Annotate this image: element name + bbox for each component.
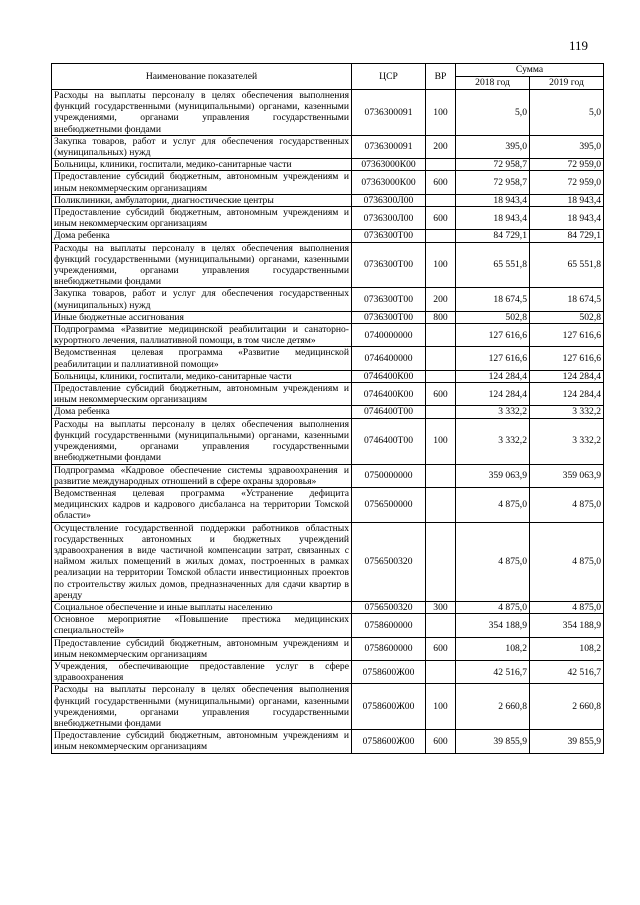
row-2019-cell: 127 616,6 (530, 324, 604, 347)
row-vr-cell (426, 406, 456, 418)
row-vr-cell: 300 (426, 601, 456, 613)
row-csr-cell: 0736300091 (352, 90, 426, 136)
table-body (52, 90, 604, 754)
row-csr-cell: 0758600Ж00 (352, 660, 426, 683)
row-vr-cell (426, 347, 456, 370)
table-row (52, 637, 604, 660)
table-row (52, 171, 604, 194)
row-2019-cell: 395,0 (530, 135, 604, 158)
header-sum: Сумма (456, 64, 604, 77)
row-2019-cell: 354 188,9 (530, 614, 604, 637)
table-row (52, 614, 604, 637)
row-vr-cell: 600 (426, 383, 456, 406)
row-csr-cell: 0736300Т00 (352, 230, 426, 242)
row-2019-cell: 4 875,0 (530, 522, 604, 601)
row-2018-cell: 18 943,4 (456, 194, 530, 206)
page-number: 119 (568, 38, 588, 53)
row-2018-cell: 4 875,0 (456, 601, 530, 613)
table-row (52, 522, 604, 601)
row-vr-cell: 200 (426, 288, 456, 311)
row-2018-cell: 127 616,6 (456, 347, 530, 370)
row-2019-cell: 3 332,2 (530, 406, 604, 418)
row-csr-cell: 07363000К00 (352, 171, 426, 194)
row-2019-cell: 72 959,0 (530, 171, 604, 194)
row-2018-cell: 4 875,0 (456, 487, 530, 522)
table-row (52, 135, 604, 158)
table-row (52, 242, 604, 288)
row-name-cell: Больницы, клиники, госпитали, медико-санитарные части (52, 159, 352, 171)
row-2019-cell: 5,0 (530, 90, 604, 136)
row-csr-cell: 0756500320 (352, 601, 426, 613)
row-2018-cell: 124 284,4 (456, 383, 530, 406)
row-2018-cell: 39 855,9 (456, 730, 530, 753)
table-row (52, 730, 604, 753)
row-2019-cell: 4 875,0 (530, 487, 604, 522)
row-csr-cell: 0758600Ж00 (352, 684, 426, 730)
row-2019-cell: 18 674,5 (530, 288, 604, 311)
row-name-cell: Расходы на выплаты персоналу в целях обеспечения выполнения функций государственными (муниципальными) органами, казенными учреждениями, органами управления государственными внебюджетными фондами (52, 90, 352, 136)
row-csr-cell: 0736300Т00 (352, 288, 426, 311)
row-name-cell: Подпрограмма «Развитие медицинской реабилитации и санаторно-курортного лечения, паллиативной помощи, в том числе детям» (52, 324, 352, 347)
table-row (52, 406, 604, 418)
row-2019-cell: 502,8 (530, 311, 604, 323)
table-row (52, 311, 604, 323)
row-csr-cell: 0756500320 (352, 522, 426, 601)
table-row (52, 418, 604, 464)
row-csr-cell: 0756500000 (352, 487, 426, 522)
table-row (52, 230, 604, 242)
row-vr-cell: 100 (426, 418, 456, 464)
row-2018-cell: 18 943,4 (456, 207, 530, 230)
row-vr-cell: 600 (426, 730, 456, 753)
row-vr-cell (426, 614, 456, 637)
row-name-cell: Расходы на выплаты персоналу в целях обеспечения выполнения функций государственными (муниципальными) органами, казенными учреждениями, органами управления государственными внебюджетными фондами (52, 418, 352, 464)
table-row (52, 159, 604, 171)
row-2018-cell: 72 958,7 (456, 159, 530, 171)
table-row (52, 684, 604, 730)
row-name-cell: Предоставление субсидий бюджетным, автономным учреждениям и иным некоммерческим организациям (52, 383, 352, 406)
row-2018-cell: 72 958,7 (456, 171, 530, 194)
row-vr-cell (426, 370, 456, 382)
row-csr-cell: 0746400000 (352, 347, 426, 370)
header-year-2018: 2018 год (456, 77, 530, 90)
header-name: Наименование показателей (52, 64, 352, 90)
row-2019-cell: 359 063,9 (530, 464, 604, 487)
row-vr-cell: 100 (426, 242, 456, 288)
row-csr-cell: 0740000000 (352, 324, 426, 347)
row-2019-cell: 18 943,4 (530, 194, 604, 206)
row-name-cell: Поликлиники, амбулатории, диагностические центры (52, 194, 352, 206)
row-2018-cell: 3 332,2 (456, 406, 530, 418)
row-2018-cell: 42 516,7 (456, 660, 530, 683)
row-name-cell: Основное мероприятие «Повышение престижа медицинских специальностей» (52, 614, 352, 637)
row-2018-cell: 127 616,6 (456, 324, 530, 347)
table-row (52, 660, 604, 683)
table-row (52, 207, 604, 230)
row-2019-cell: 127 616,6 (530, 347, 604, 370)
row-name-cell: Учреждения, обеспечивающие предоставление услуг в сфере здравоохранения (52, 660, 352, 683)
row-vr-cell (426, 660, 456, 683)
header-csr: ЦСР (352, 64, 426, 90)
row-2018-cell: 124 284,4 (456, 370, 530, 382)
row-2018-cell: 108,2 (456, 637, 530, 660)
row-vr-cell: 200 (426, 135, 456, 158)
row-name-cell: Расходы на выплаты персоналу в целях обеспечения выполнения функций государственными (муниципальными) органами, казенными учреждениями, органами управления государственными внебюджетными фондами (52, 684, 352, 730)
header-vr: ВР (426, 64, 456, 90)
table-row (52, 347, 604, 370)
row-vr-cell: 600 (426, 207, 456, 230)
row-2018-cell: 65 551,8 (456, 242, 530, 288)
row-2019-cell: 84 729,1 (530, 230, 604, 242)
row-name-cell: Больницы, клиники, госпитали, медико-санитарные части (52, 370, 352, 382)
row-name-cell: Ведомственная целевая программа «Развитие медицинской реабилитации и паллиативной помощи» (52, 347, 352, 370)
row-name-cell: Дома ребенка (52, 230, 352, 242)
table-header (52, 64, 604, 90)
row-2018-cell: 18 674,5 (456, 288, 530, 311)
table-row (52, 370, 604, 382)
row-csr-cell: 0736300Л00 (352, 194, 426, 206)
row-name-cell: Предоставление субсидий бюджетным, автономным учреждениям и иным некоммерческим организациям (52, 637, 352, 660)
row-csr-cell: 0746400Т00 (352, 418, 426, 464)
row-2019-cell: 72 959,0 (530, 159, 604, 171)
row-name-cell: Ведомственная целевая программа «Устранение дефицита медицинских кадров и кадрового дисбаланса на территории Томской области» (52, 487, 352, 522)
row-name-cell: Иные бюджетные ассигнования (52, 311, 352, 323)
row-2018-cell: 502,8 (456, 311, 530, 323)
row-csr-cell: 0746400К00 (352, 370, 426, 382)
row-2019-cell: 39 855,9 (530, 730, 604, 753)
row-name-cell: Закупка товаров, работ и услуг для обеспечения государственных (муниципальных) нужд (52, 288, 352, 311)
row-csr-cell: 0736300Т00 (352, 311, 426, 323)
row-vr-cell (426, 194, 456, 206)
row-2019-cell: 18 943,4 (530, 207, 604, 230)
row-name-cell: Предоставление субсидий бюджетным, автономным учреждениям и иным некоммерческим организациям (52, 207, 352, 230)
row-2018-cell: 2 660,8 (456, 684, 530, 730)
row-vr-cell (426, 522, 456, 601)
row-2018-cell: 354 188,9 (456, 614, 530, 637)
header-year-2019: 2019 год (530, 77, 604, 90)
row-vr-cell: 100 (426, 90, 456, 136)
row-name-cell: Подпрограмма «Кадровое обеспечение системы здравоохранения и развитие международных отношений в сфере охраны здоровья» (52, 464, 352, 487)
row-vr-cell (426, 159, 456, 171)
row-2019-cell: 65 551,8 (530, 242, 604, 288)
table-row (52, 90, 604, 136)
row-vr-cell (426, 230, 456, 242)
row-csr-cell: 0746400Т00 (352, 406, 426, 418)
row-vr-cell: 100 (426, 684, 456, 730)
row-csr-cell: 0746400К00 (352, 383, 426, 406)
row-2019-cell: 124 284,4 (530, 383, 604, 406)
row-csr-cell: 0758600000 (352, 614, 426, 637)
row-2019-cell: 4 875,0 (530, 601, 604, 613)
row-name-cell: Закупка товаров, работ и услуг для обеспечения государственных (муниципальных) нужд (52, 135, 352, 158)
budget-table (51, 63, 604, 754)
row-name-cell: Предоставление субсидий бюджетным, автономным учреждениям и иным некоммерческим организациям (52, 171, 352, 194)
table-row (52, 194, 604, 206)
row-2018-cell: 3 332,2 (456, 418, 530, 464)
row-name-cell: Дома ребенка (52, 406, 352, 418)
row-csr-cell: 0758600Ж00 (352, 730, 426, 753)
row-name-cell: Предоставление субсидий бюджетным, автономным учреждениям и иным некоммерческим организациям (52, 730, 352, 753)
row-vr-cell (426, 324, 456, 347)
row-2018-cell: 359 063,9 (456, 464, 530, 487)
row-vr-cell: 600 (426, 171, 456, 194)
row-name-cell: Социальное обеспечение и иные выплаты населению (52, 601, 352, 613)
row-2019-cell: 3 332,2 (530, 418, 604, 464)
row-2018-cell: 84 729,1 (456, 230, 530, 242)
row-csr-cell: 0736300Л00 (352, 207, 426, 230)
row-vr-cell (426, 464, 456, 487)
table-row (52, 288, 604, 311)
row-csr-cell: 0750000000 (352, 464, 426, 487)
row-vr-cell (426, 487, 456, 522)
row-vr-cell: 800 (426, 311, 456, 323)
row-vr-cell: 600 (426, 637, 456, 660)
table-row (52, 324, 604, 347)
row-2019-cell: 124 284,4 (530, 370, 604, 382)
row-name-cell: Осуществление государственной поддержки работников областных государственных автономных и бюджетных учреждений здравоохранения в виде частичной компенсации затрат, связанных с наймом жилых помещений в жилых домах, построенных в рамках реализации на территории Томской области инвестиционных проектов по строительству жилых домов, предназначенных для сдачи квартир в аренду (52, 522, 352, 601)
row-name-cell: Расходы на выплаты персоналу в целях обеспечения выполнения функций государственными (муниципальными) органами, казенными учреждениями, органами управления государственными внебюджетными фондами (52, 242, 352, 288)
row-2019-cell: 108,2 (530, 637, 604, 660)
row-2018-cell: 4 875,0 (456, 522, 530, 601)
row-2019-cell: 42 516,7 (530, 660, 604, 683)
table-row (52, 601, 604, 613)
row-csr-cell: 07363000К00 (352, 159, 426, 171)
row-2018-cell: 395,0 (456, 135, 530, 158)
table-row (52, 487, 604, 522)
table-row (52, 464, 604, 487)
row-2019-cell: 2 660,8 (530, 684, 604, 730)
table-row (52, 383, 604, 406)
row-2018-cell: 5,0 (456, 90, 530, 136)
row-csr-cell: 0736300091 (352, 135, 426, 158)
row-csr-cell: 0736300Т00 (352, 242, 426, 288)
row-csr-cell: 0758600000 (352, 637, 426, 660)
